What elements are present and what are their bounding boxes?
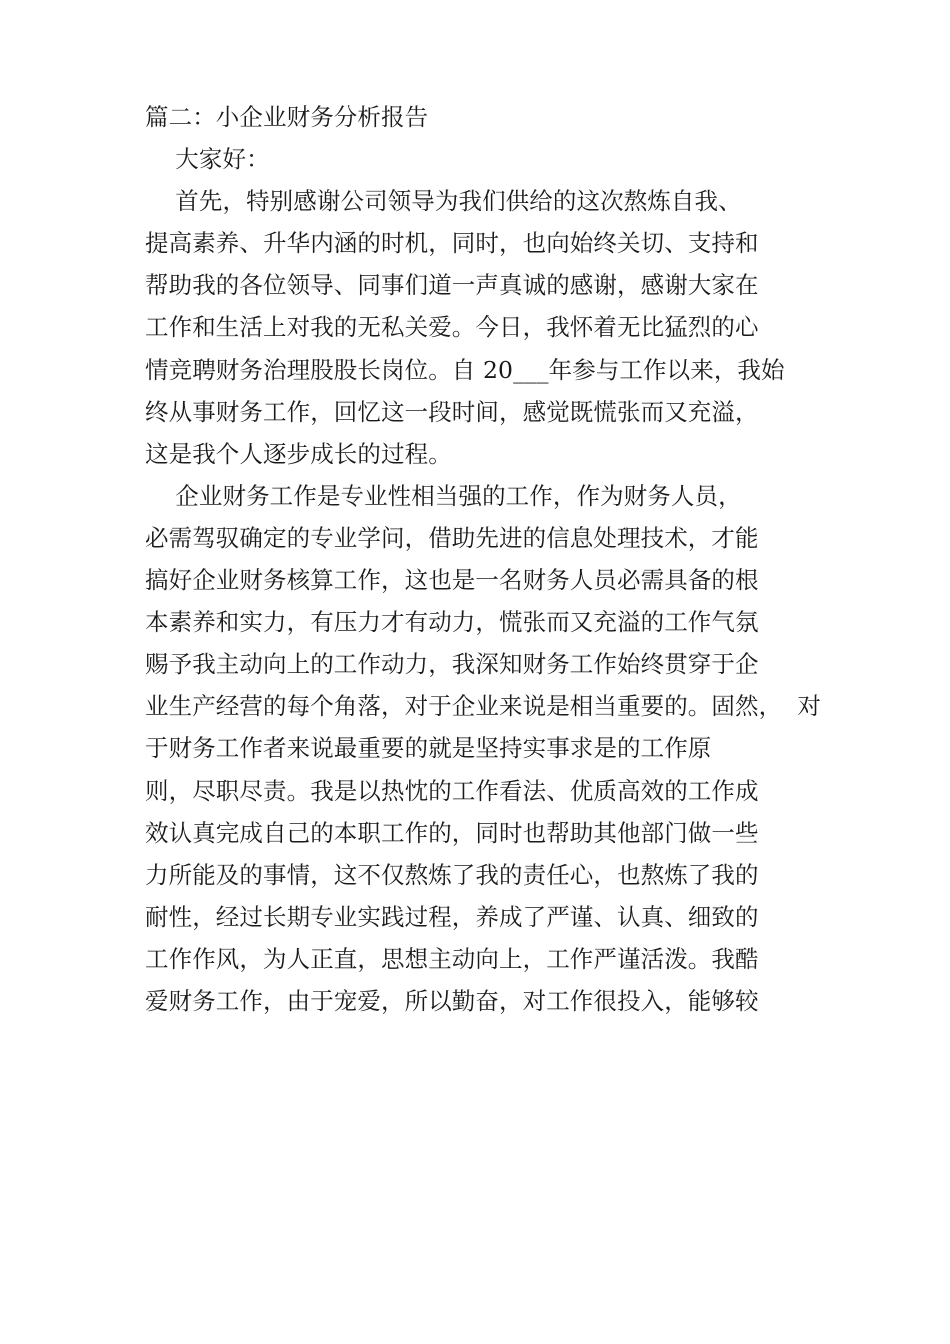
- paragraph-2-line: 本素养和实力，有压力才有动力，慌张而又充溢的工作气氛: [145, 608, 759, 637]
- paragraph-1-line: 工作和生活上对我的无私关爱。今日，我怀着无比猛烈的心: [145, 313, 759, 342]
- paragraph-1-line: 终从事财务工作，回忆这一段时间，感觉既慌张而又充溢，: [145, 397, 759, 426]
- greeting-line: 大家好：: [145, 145, 270, 174]
- paragraph-2-line: 耐性，经过长期专业实践过程，养成了严谨、认真、细致的: [145, 902, 759, 931]
- document-title: 篇二：小企业财务分析报告: [145, 103, 429, 131]
- paragraph-2-line: 必需驾驭确定的专业学问，借助先进的信息处理技术，才能: [145, 523, 759, 552]
- paragraph-2-line: 业生产经营的每个角落，对于企业来说是相当重要的。固然， 对: [145, 692, 821, 721]
- paragraph-1-line: 提高素养、升华内涵的时机，同时，也向始终关切、支持和: [145, 229, 759, 258]
- paragraph-1-line: 帮助我的各位领导、同事们道一声真诚的感谢，感谢大家在: [145, 271, 759, 300]
- paragraph-1-line: 情竞聘财务治理股股长岗位。自 20___年参与工作以来，我始: [145, 355, 785, 384]
- document-body: [145, 96, 825, 1022]
- paragraph-2-line: 则，尽职尽责。我是以热忱的工作看法、优质高效的工作成: [145, 776, 759, 805]
- paragraph-1-line: 这是我个人逐步成长的过程。: [145, 439, 452, 468]
- paragraph-2-line: 于财务工作者来说最重要的就是坚持实事求是的工作原: [145, 734, 712, 763]
- paragraph-2-line: 效认真完成自己的本职工作的，同时也帮助其他部门做一些: [145, 818, 759, 847]
- paragraph-1-line: 首先，特别感谢公司领导为我们供给的这次熬炼自我、: [145, 187, 742, 216]
- paragraph-2-line: 企业财务工作是专业性相当强的工作，作为财务人员，: [145, 481, 742, 510]
- paragraph-2-line: 力所能及的事情，这不仅熬炼了我的责任心，也熬炼了我的: [145, 860, 759, 889]
- paragraph-2-line: 工作作风，为人正直，思想主动向上，工作严谨活泼。我酷: [145, 944, 759, 973]
- paragraph-2-line: 爱财务工作，由于宠爱，所以勤奋，对工作很投入，能够较: [145, 986, 759, 1015]
- paragraph-2-line: 赐予我主动向上的工作动力，我深知财务工作始终贯穿于企: [145, 650, 759, 679]
- paragraph-2-line: 搞好企业财务核算工作，这也是一名财务人员必需具备的根: [145, 566, 759, 595]
